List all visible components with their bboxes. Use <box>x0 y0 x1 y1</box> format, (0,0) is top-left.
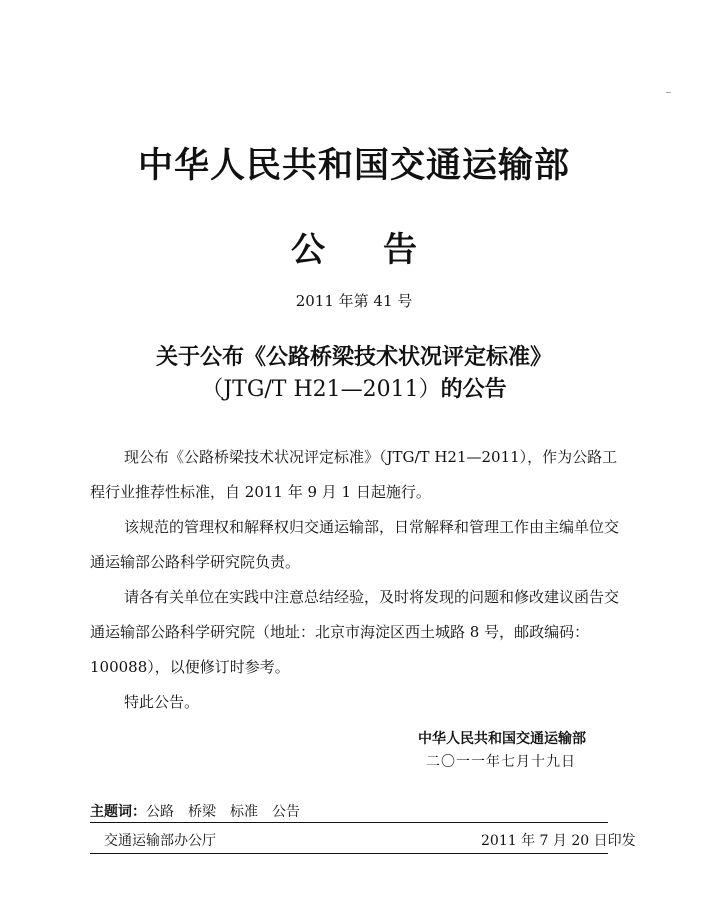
ministry-heading: 中华人民共和国交通运输部 <box>137 145 570 186</box>
signature-organization: 中华人民共和国交通运输部 <box>418 731 586 747</box>
title-suffix: 的公告 <box>440 376 507 402</box>
body-paragraph: 请各有关单位在实践中注意总结经验，及时将发现的问题和修改建议函告交通运输部公路科学研究院（地址：北京市海淀区西土城路 8 号，邮政编码：100088），以便修订时参考。 <box>90 588 620 676</box>
issuing-office: 交通运输部办公厅 <box>104 833 216 849</box>
notice-body <box>90 440 620 720</box>
closing-line: 特此公告。 <box>124 693 200 711</box>
standard-code: （JTG/T H21—2011） <box>201 377 441 402</box>
keyword: 标准 <box>230 804 258 820</box>
announcement-heading: 公告 <box>291 230 475 270</box>
notice-title-line1: 关于公布《公路桥梁技术状况评定标准》 <box>155 344 552 370</box>
document-number: 2011 年第 41 号 <box>295 292 413 310</box>
body-paragraph: 现公布《公路桥梁技术状况评定标准》（JTG/T H21—2011），作为公路工程行业推荐性标准，自 2011 年 9 月 1 日起施行。 <box>90 448 618 501</box>
signature-date: 二〇一一年七月十九日 <box>426 754 576 770</box>
keyword: 公路 <box>146 804 174 820</box>
body-paragraph: 该规范的管理权和解释权归交通运输部，日常解释和管理工作由主编单位交通运输部公路科学研究院负责。 <box>90 518 620 571</box>
footer-rule-top <box>90 822 608 823</box>
footer-rule-bottom <box>90 853 608 854</box>
notice-title-line2 <box>0 372 708 403</box>
keyword: 公告 <box>272 804 300 820</box>
keyword: 桥梁 <box>188 804 216 820</box>
subject-label: 主题词： <box>90 804 146 820</box>
subject-keywords <box>90 801 314 821</box>
print-date: 2011 年 7 月 20 日印发 <box>481 833 636 849</box>
scan-mark: ~ <box>665 88 672 97</box>
